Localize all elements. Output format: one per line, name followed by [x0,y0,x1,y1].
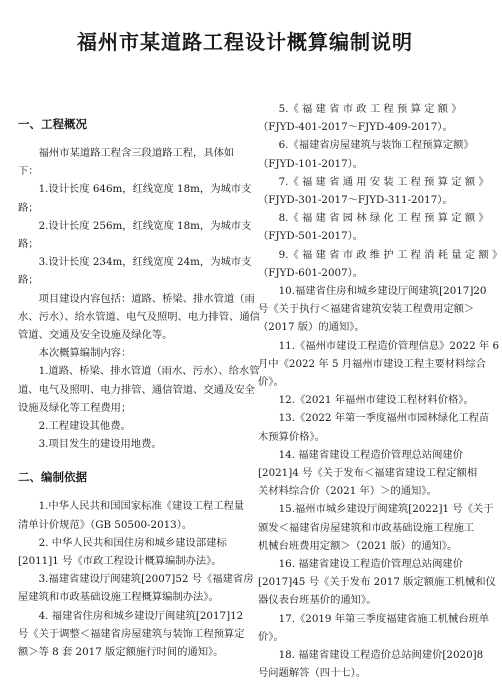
text-line: 颁发＜福建省房屋建筑和市政基础设施工程施工 [258,521,475,534]
text-line: 价》。 [258,376,284,389]
text-line: 14. 福建省建设工程造价管理总站闽建价 [258,448,463,461]
text-line: 8.《 福 建 省 园 林 绿 化 工 程 预 算 定 额 》 [258,212,489,225]
text-line: 3.项目发生的建设用地费。 [18,438,162,451]
document-title: 福州市某道路工程设计概算编制说明 [77,30,413,54]
text-line: （FJYD-601-2007）。 [258,266,364,279]
text-line: 6.《福建省房屋建筑与装饰工程预算定额》 [258,139,474,152]
text-line: 10.福建省住房和城乡建设厅闽建筑[2017]20 [258,285,487,298]
text-line: （2017 版）的通知》。 [258,321,365,334]
text-line: 木预算价格》。 [258,430,325,443]
text-line: 18. 福建省建设工程造价总站闽建价[2020]8 [258,649,484,662]
text-line: 13.《2022 年第一季度福州市园林绿化工程苗 [258,412,490,425]
text-line: 7.《 福 建 省 通 用 安 装 工 程 预 算 定 额 》 [258,175,489,188]
text-line: 本次概算编制内容： [18,347,132,360]
text-line: 16. 福建省建设工程造价管理总站闽建价 [258,558,463,571]
text-line: 1.中华人民共和国国家标准《建设工程工程量 [18,500,245,513]
text-line: 屋建筑和市政基础设施工程概算编制办法》。 [18,591,219,604]
text-line: 路； [18,274,39,287]
text-line: 1.道路、桥梁、排水管道（雨水、污水）、给水管 [18,365,260,378]
text-line: 关材料综合价（2021 年）＞的通知》。 [258,485,437,498]
basis-continued-body [258,100,502,683]
text-line: （FJYD-301-2017～FJYD-311-2017）。 [258,194,453,207]
text-line: 道、电气及照明、电力排管、通信管道、交通及安全 [18,383,255,396]
text-line: 水、污水）、给水管道、电气及照明、电力排管、通信 [18,310,260,323]
text-line: 4. 福建省住房和城乡建设厅闽建筑[2017]12 [18,609,244,622]
text-line: 1.设计长度 646m，红线宽度 18m，为城市支 [18,183,252,196]
text-line: 号《关于调整＜福建省房屋建筑与装饰工程预算定 [18,627,245,640]
text-line: 12.《2021 年福州市建设工程材料价格》。 [258,394,474,407]
text-line: 福州市某道路工程含三段道路工程，具体如 [18,147,235,159]
text-line: [2011]1 号《市政工程设计概算编制办法》。 [18,555,222,568]
section-heading-basis: 二、编制依据 [18,470,87,485]
text-line: 2.工程建设其他费。 [18,420,131,433]
section-basis-body [18,497,254,661]
text-line: 器仪表台班基价的通知》。 [258,594,377,607]
text-line: 下： [18,165,39,178]
text-line: [2021]4 号《关于发布＜福建省建设工程定额相 [258,467,478,480]
text-line: 设施及绿化等工程费用； [18,401,132,414]
text-line: 路； [18,201,39,214]
text-line: 清单计价规范》（GB 50500-2013）。 [18,518,193,531]
right-column [258,100,502,683]
text-line: 管道、交通及安全设施及绿化等。 [18,329,173,342]
text-line: 号《关于执行＜福建省建筑安装工程费用定额＞ [258,303,475,316]
left-column [18,100,260,661]
text-line: [2017]45 号《关于发布 2017 版定额施工机械和仪 [258,576,496,589]
text-line: 号问题解答（四十七）。 [258,667,367,680]
text-line: 15.福州市城乡建设厅闽建筑[2022]1 号《关于 [258,503,494,516]
text-line: 3.设计长度 234m，红线宽度 24m，为城市支 [18,256,252,269]
text-line: 5.《 福 建 省 市 政 工 程 预 算 定 额 》 [258,103,462,115]
text-line: 额＞等 8 套 2017 版定额施行时间的通知》。 [18,646,224,659]
text-line: 机械台班费用定额＞（2021 版）的通知》。 [258,539,458,552]
text-line: 月中《2022 年 5 月福州市建设工程主要材料综合 [258,357,486,370]
text-line: 2. 中华人民共和国住房和城乡建设部建标 [18,536,227,549]
text-line: （FJYD-401-2017～FJYD-409-2017）。 [258,121,453,134]
text-line: 17.《2019 年第三季度福建省施工机械台班单 [258,612,490,625]
text-line: 9.《 福 建 省 市 政 维 护 工 程 消 耗 量 定 额 》 [258,248,502,261]
text-line: 路； [18,238,39,251]
section-overview-body [18,144,260,453]
section-heading-overview: 一、工程概况 [18,117,87,131]
text-line: 2.设计长度 256m，红线宽度 18m，为城市支 [18,219,252,232]
text-line: （FJYD-101-2017）。 [258,157,364,170]
text-line: （FJYD-501-2017）。 [258,230,364,243]
text-line: 项目建设内容包括：道路、桥梁、排水管道（雨 [18,292,255,305]
text-line: 价》。 [258,630,284,643]
text-line: 11.《福州市建设工程造价管理信息》2022 年 6 [258,339,500,352]
text-line: 3.福建省建设厅闽建筑[2007]52 号《福建省房 [18,573,254,586]
